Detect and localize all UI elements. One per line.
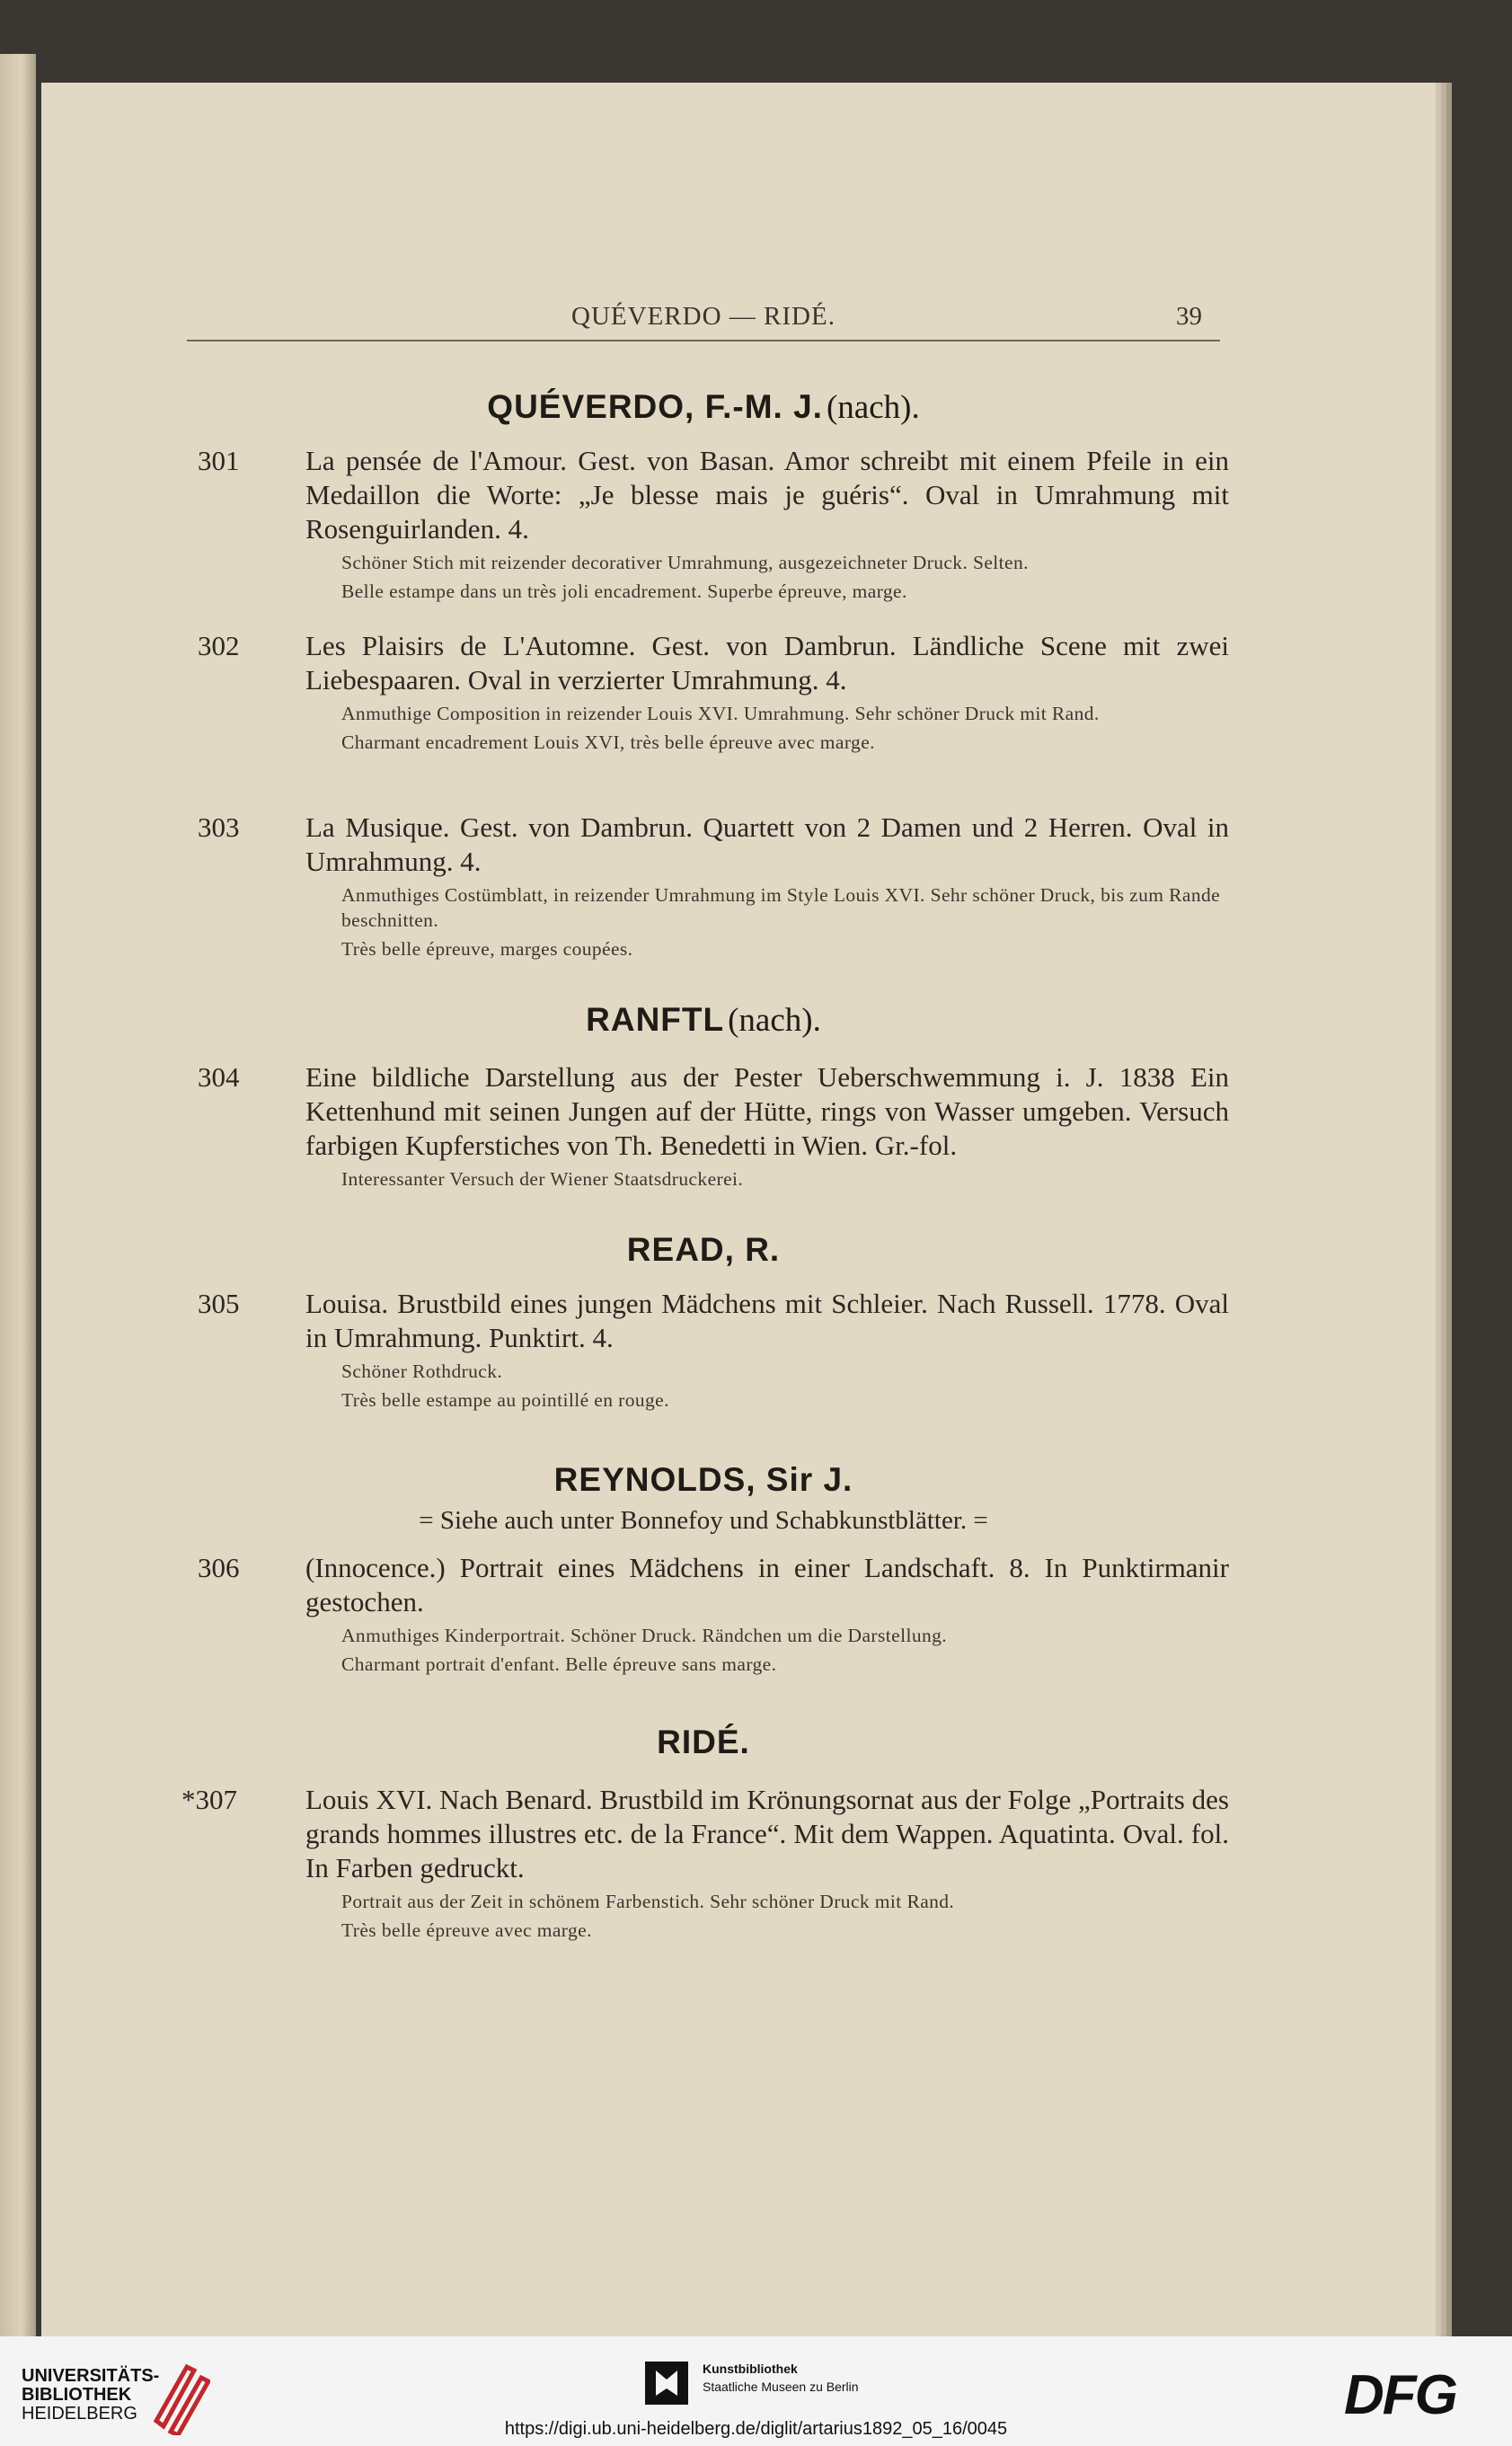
entry-305 <box>198 1287 1229 1413</box>
cross-reference: = Siehe auch unter Bonnefoy und Schabkunstblätter. = <box>419 1506 988 1535</box>
entry-note-fr: Très belle épreuve, marges coupées. <box>341 938 633 960</box>
kunstbibliothek-logo-icon[interactable] <box>643 2360 690 2406</box>
page-url[interactable]: https://digi.ub.uni-heidelberg.de/diglit/artarius1892_05_16/0045 <box>504 2419 1008 2439</box>
section-heading-ranftl: RANFTL (nach). <box>586 1001 821 1039</box>
entry-number: 305 <box>198 1288 240 1319</box>
entry-number: *307 <box>181 1784 237 1815</box>
museum-name[interactable]: Kunstbibliothek Staatliche Museen zu Berlin <box>703 2362 859 2394</box>
section-heading-ride: RIDÉ. <box>657 1724 750 1760</box>
entry-note-fr: Charmant portrait d'enfant. Belle épreuve sans marge. <box>341 1653 777 1675</box>
entry-text: Louisa. Brustbild eines jungen Mädchens mit Schleier. Nach Russell. 1778. Oval in Umrahmung. Punktirt. 4. <box>305 1288 1229 1353</box>
viewer-footer <box>0 2336 1512 2446</box>
running-head <box>187 300 1220 341</box>
entry-302 <box>198 629 1229 755</box>
entry-note-de: Schöner Stich mit reizender decorativer Umrahmung, ausgezeichneter Druck. Selten. <box>341 552 1029 573</box>
running-head-title: QUÉVERDO — RIDÉ. <box>571 302 836 331</box>
entry-text: Louis XVI. Nach Benard. Brustbild im Krönungsornat aus der Folge „Portraits des grands hommes illustres etc. de la France“. Mit dem Wappen. Aquatinta. Oval. fol. In Farben gedruckt. <box>305 1784 1229 1883</box>
entry-note-fr: Très belle épreuve avec marge. <box>341 1919 592 1941</box>
entry-301 <box>198 444 1229 604</box>
section-heading-reynolds: REYNOLDS, Sir J. <box>553 1461 853 1498</box>
entry-note-de: Anmuthiges Kinderportrait. Schöner Druck. Rändchen um die Darstellung. <box>341 1625 948 1646</box>
entry-number: 303 <box>198 811 240 843</box>
entry-text: La Musique. Gest. von Dambrun. Quartett von 2 Damen und 2 Herren. Oval in Umrahmung. 4. <box>305 811 1229 877</box>
entry-note-fr: Très belle estampe au pointillé en rouge. <box>341 1389 669 1411</box>
entry-text: Eine bildliche Darstellung aus der Pester Ueberschwemmung i. J. 1838 Ein Kettenhund mit seinen Jungen auf der Hütte, rings von Wasser umgeben. Versuch farbigen Kupferstiches von Th. Benedetti in Wien. Gr.-fol. <box>305 1061 1229 1161</box>
entry-303 <box>198 811 1229 962</box>
entry-304 <box>198 1060 1229 1192</box>
entry-note-de: Schöner Rothdruck. <box>341 1360 503 1382</box>
entry-number: 301 <box>198 445 240 476</box>
entry-note-fr: Charmant encadrement Louis XVI, très belle épreuve avec marge. <box>341 731 875 753</box>
page-number: 39 <box>1176 302 1202 331</box>
entry-number: 306 <box>198 1552 240 1583</box>
entry-number: 304 <box>198 1061 240 1093</box>
entry-note-de: Interessanter Versuch der Wiener Staatsdruckerei. <box>341 1168 744 1190</box>
entry-number: 302 <box>198 630 240 661</box>
entry-text: La pensée de l'Amour. Gest. von Basan. Amor schreibt mit einem Pfeile in ein Medaillon die Worte: „Je blesse mais je guéris“. Oval in Umrahmung mit Rosenguirlanden. 4. <box>305 445 1229 545</box>
entry-note-de: Portrait aus der Zeit in schönem Farbenstich. Sehr schöner Druck mit Rand. <box>341 1891 955 1912</box>
dfg-logo[interactable]: DFG <box>1344 2364 1456 2426</box>
section-heading-read: READ, R. <box>626 1231 781 1268</box>
entry-text: Les Plaisirs de L'Automne. Gest. von Dambrun. Ländliche Scene mit zwei Liebespaaren. Oval in verzierter Umrahmung. 4. <box>305 630 1229 696</box>
section-heading-queverdo: QUÉVERDO, F.-M. J. (nach). <box>487 388 920 426</box>
adjacent-page-edge <box>0 54 36 2336</box>
entry-note-de: Anmuthige Composition in reizender Louis XVI. Umrahmung. Sehr schöner Druck mit Rand. <box>341 703 1100 724</box>
entry-307 <box>181 1783 1229 1943</box>
entry-text: (Innocence.) Portrait eines Mädchens in einer Landschaft. 8. In Punktirmanir gestochen. <box>305 1552 1229 1617</box>
entry-note-fr: Belle estampe dans un très joli encadrement. Superbe épreuve, marge. <box>341 580 907 602</box>
entry-note-de: Anmuthiges Costümblatt, in reizender Umrahmung im Style Louis XVI. Sehr schöner Druck, bis zum Rande beschnitten. <box>341 884 1221 931</box>
entry-306 <box>198 1551 1229 1677</box>
university-library-name[interactable]: UNIVERSITÄTS- BIBLIOTHEK HEIDELBERG <box>22 2366 160 2424</box>
